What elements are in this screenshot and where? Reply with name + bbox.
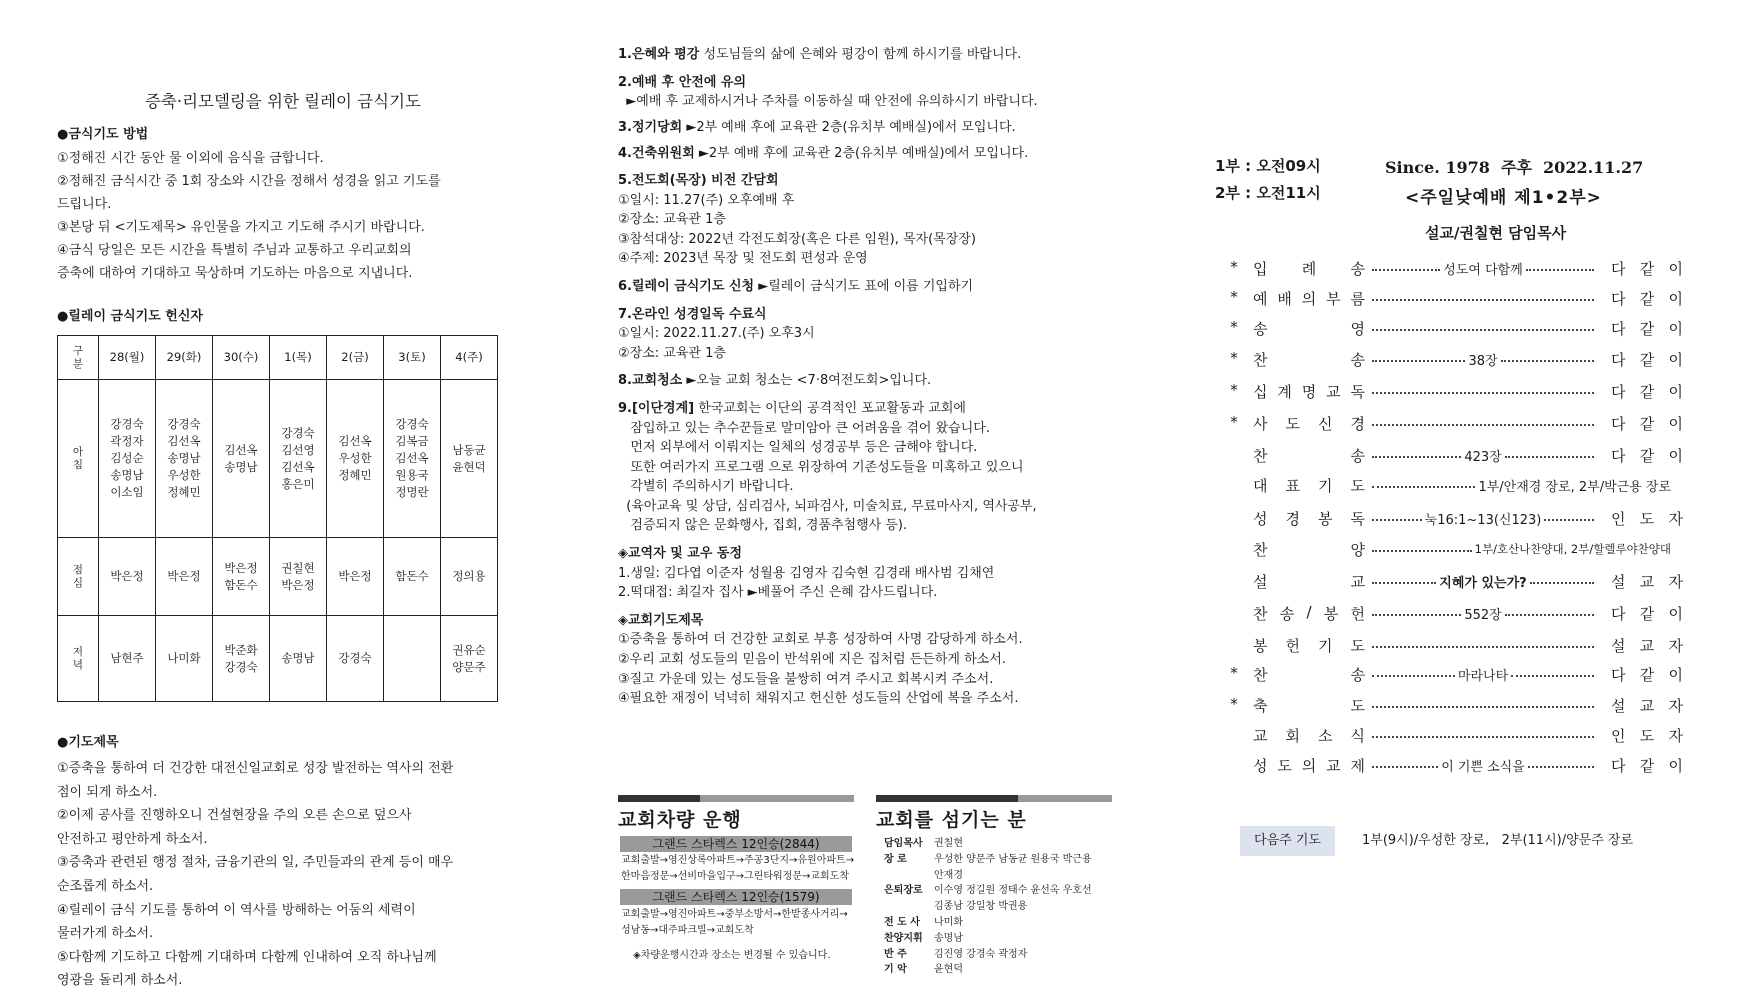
server-role: 은퇴장로 <box>884 885 923 897</box>
announcement-line <box>618 630 1038 650</box>
announcement-line <box>618 458 1038 478</box>
announcement-text: ②장소: 교육관 1층 <box>618 212 726 228</box>
server-names: 권칠현 <box>934 838 963 849</box>
announcement-text: 성도님들의 삶에 은혜와 평강이 함께 하시기를 바랍니다. <box>699 47 1022 62</box>
order-item-leader: 다 같 이 <box>1611 415 1683 433</box>
announcement-line <box>618 171 1038 191</box>
order-item-detail: 423장 <box>1464 449 1502 465</box>
announcement-head: 1.은혜와 평강 <box>618 47 700 62</box>
prayer-line: 안전하고 평안하게 하소서. <box>57 831 208 847</box>
vehicle-section-header <box>618 795 854 831</box>
order-item-leader: 설 교 자 <box>1611 637 1683 655</box>
next-week-label: 다음주 기도 <box>1240 826 1335 856</box>
servers-title: 교회를 섬기는 분 <box>876 809 1027 831</box>
announcement-text: 2.떡대접: 최길자 집사 ►베풀어 주신 은혜 감사드립니다. <box>618 585 938 601</box>
announcement-line <box>618 419 1038 439</box>
announcement-text: ►오늘 교회 청소는 <7·8여전도회>입니다. <box>682 373 932 389</box>
order-row <box>1227 632 1687 658</box>
order-item-name: 설 교 <box>1253 573 1365 591</box>
standing-mark: * <box>1230 288 1238 306</box>
table-cell: 나미화 <box>156 616 213 702</box>
day-header: 1(목) <box>270 336 327 380</box>
bus-2-label: 그랜드 스타렉스 12인승(1579) <box>620 889 852 905</box>
bus-1-label: 그랜드 스타렉스 12인승(2844) <box>620 836 852 852</box>
order-item-leader: 다 같 이 <box>1611 666 1683 684</box>
order-item-detail: 성도여 다함께 <box>1443 262 1523 278</box>
service-time-1: 1부 : 오전09시 <box>1215 157 1321 175</box>
day-header: 29(화) <box>156 336 213 380</box>
order-row <box>1227 661 1687 687</box>
table-cell: 강경숙 김선영 김선옥 홍은미 <box>270 380 327 538</box>
announcement-line <box>618 191 1038 211</box>
announcement-text: 먼저 외부에서 이뤄지는 일체의 성경공부 등은 금해야 합니다. <box>618 440 978 456</box>
announcement-line <box>618 477 1038 497</box>
day-header: 4(주) <box>441 336 498 380</box>
method-list <box>57 147 441 285</box>
prayer-line: ④릴레이 금식 기도를 통하여 이 역사를 방해하는 어둠의 세력이 <box>57 902 416 918</box>
table-cell: 함돈수 <box>384 538 441 616</box>
order-row <box>1227 410 1687 436</box>
announcement-line <box>618 611 1038 631</box>
prayer-list <box>57 757 453 993</box>
table-cell: 권칠현 박은정 <box>270 538 327 616</box>
announcement-line <box>618 497 1038 517</box>
announcement-head: 3.정기당회 <box>618 119 683 135</box>
announcement-text: ②장소: 교육관 1층 <box>618 345 726 361</box>
announcement-text: ①일시: 11.27(주) 오후예배 후 <box>618 192 795 208</box>
order-row <box>1227 505 1687 531</box>
table-corner: 구 분 <box>58 336 99 380</box>
announcement-text: ①증축을 통하여 더 건강한 교회로 부흥 성장하여 사명 감당하게 하소서. <box>618 632 1023 648</box>
announcement-text: 또한 여러가지 프로그램 으로 위장하여 기존성도들을 미혹하고 있으니 <box>618 459 1024 475</box>
order-item-detail: 마라나타 <box>1457 668 1509 684</box>
order-row <box>1227 536 1687 562</box>
order-item-leader: 설 교 자 <box>1611 573 1683 591</box>
day-header: 3(토) <box>384 336 441 380</box>
announcement-line <box>618 670 1038 690</box>
method-line: 드립니다. <box>57 197 112 212</box>
prayer-line: ⑤다함께 기도하고 다함께 기대하며 다함께 인내하여 오직 하나님께 <box>57 949 437 965</box>
server-names: 우성한 양문주 남동균 원용국 박근용 <box>934 853 1092 865</box>
row-label: 점 심 <box>58 538 99 616</box>
announcement-line <box>618 73 1038 93</box>
announcement-head: 7.온라인 성경일독 수료식 <box>618 306 767 322</box>
announcement-line <box>618 344 1038 364</box>
announcement-line <box>618 210 1038 230</box>
announcement-line <box>618 277 1038 297</box>
since-date-line: Since. 1978 주후 2022.11.27 <box>1385 158 1644 177</box>
method-heading: ●금식기도 방법 <box>57 127 149 142</box>
day-header: 30(수) <box>213 336 270 380</box>
prayer-line: ③증축과 관련된 행정 절차, 금융기관의 일, 주민들과의 관계 등이 매우 <box>57 855 454 871</box>
announcement-line <box>618 544 1038 564</box>
announcement-line <box>618 583 1038 603</box>
order-item-detail: 1부/안재경 장로, 2부/박근용 장로 <box>1478 479 1671 495</box>
order-item-leader: 다 같 이 <box>1611 757 1683 775</box>
announcement-text: ①일시: 2022.11.27.(주) 오후3시 <box>618 326 815 342</box>
order-item-name: 사 도 신 경 <box>1253 415 1365 433</box>
table-cell: 박은정 <box>327 538 384 616</box>
service-title: <주일낮예배 제1•2부> <box>1405 188 1602 208</box>
prayer-line: 영광을 돌리게 하소서. <box>57 973 183 989</box>
announcement-text: ④필요한 재정이 넉넉히 채워지고 헌신한 성도들의 산업에 복을 주소서. <box>618 691 1019 707</box>
announcement-line <box>618 438 1038 458</box>
preacher-line: 설교/권칠현 담임목사 <box>1425 224 1567 242</box>
day-header: 28(월) <box>99 336 156 380</box>
order-row <box>1227 600 1687 626</box>
announcement-text: 검증되지 않은 문화행사, 집회, 경품추첨행사 등). <box>618 518 908 534</box>
announcement-text: ②우리 교회 성도들의 믿음이 반석위에 지은 집처럼 든든하게 하소서. <box>618 652 1006 668</box>
method-line: ③본당 뒤 <기도제목> 유인물을 가지고 기도해 주시기 바랍니다. <box>57 220 425 235</box>
order-item-leader: 다 같 이 <box>1611 447 1683 465</box>
order-item-detail: 38장 <box>1468 353 1498 369</box>
announcement-text: (육아교육 및 상담, 심리검사, 뇌파검사, 미술치료, 무료마사지, 역사공부, <box>618 498 1037 514</box>
next-week-prayer: 1부(9시)/우성한 장로, 2부(11시)/양문주 장로 <box>1362 833 1634 848</box>
relay-table <box>57 335 498 702</box>
standing-mark: * <box>1230 318 1238 336</box>
order-item-name: 입 례 송 <box>1253 260 1365 278</box>
announcement-head: 4.건축위원회 <box>618 146 695 162</box>
table-cell: 김선옥 우성한 정혜민 <box>327 380 384 538</box>
server-role: 찬양지휘 <box>884 932 923 944</box>
table-cell: 박은정 <box>99 538 156 616</box>
relay-fasting-title: 증축·리모델링을 위한 릴레이 금식기도 <box>144 92 421 111</box>
announcement-head: ◈교역자 및 교우 동정 <box>618 546 743 562</box>
standing-mark: * <box>1230 258 1238 276</box>
server-role: 기 악 <box>884 964 907 976</box>
table-row <box>58 616 498 702</box>
order-item-name: 대 표 기 도 <box>1253 477 1365 495</box>
order-row <box>1227 472 1687 498</box>
order-item-leader: 다 같 이 <box>1611 260 1683 278</box>
announcement-line <box>618 118 1038 138</box>
order-item-name: 성 도 의 교 제 <box>1253 757 1365 775</box>
order-item-leader: 다 같 이 <box>1611 290 1683 308</box>
order-item-name: 교 회 소 식 <box>1253 727 1365 745</box>
table-cell: 강경숙 <box>327 616 384 702</box>
order-item-detail: 지혜가 있는가? <box>1439 575 1527 591</box>
prayer-line: 순조롭게 하소서. <box>57 878 154 894</box>
prayer-line: ①증축을 통하여 더 건강한 대전신일교회로 성장 발전하는 역사의 전환 <box>57 761 454 776</box>
order-item-leader: 다 같 이 <box>1611 383 1683 401</box>
order-item-detail: 1부/호산나찬양대, 2부/할렐루야찬양대 <box>1474 542 1671 556</box>
order-item-leader: 설 교 자 <box>1611 697 1683 715</box>
table-cell: 박준화 강경숙 <box>213 616 270 702</box>
order-item-detail: 552장 <box>1464 607 1502 623</box>
order-item-leader: 다 같 이 <box>1611 605 1683 623</box>
announcement-text: ③질고 가운데 있는 성도들을 불쌍히 여겨 주시고 회복시켜 주소서. <box>618 671 994 687</box>
table-cell: 권유순 양문주 <box>441 616 498 702</box>
order-row <box>1227 692 1687 718</box>
announcement-head: 6.릴레이 금식기도 신청 <box>618 278 755 294</box>
order-item-leader: 인 도 자 <box>1611 727 1683 745</box>
standing-mark: * <box>1230 664 1238 682</box>
server-role: 전 도 사 <box>884 916 920 928</box>
servers-section-header <box>876 795 1112 831</box>
order-item-name: 예 배 의 부 름 <box>1253 290 1365 308</box>
order-row <box>1227 568 1687 594</box>
method-line: 증축에 대하여 기대하고 묵상하며 기도하는 마음으로 지냅니다. <box>57 266 413 281</box>
table-cell: 박은정 <box>156 538 213 616</box>
announcement-text: ►예배 후 교제하시거나 주차를 이동하실 때 안전에 유의하시기 바랍니다. <box>618 94 1038 110</box>
order-row <box>1227 722 1687 748</box>
standing-mark: * <box>1230 695 1238 713</box>
announcement-line <box>618 45 1038 65</box>
relay-heading: ●릴레이 금식기도 헌신자 <box>57 309 203 324</box>
order-item-name: 송 영 <box>1253 320 1365 338</box>
route-1-line: 한마음정문→선비마을입구→그린타워정문→교회도착 <box>621 871 849 882</box>
order-row <box>1227 752 1687 778</box>
service-time-2: 2부 : 오전11시 <box>1215 184 1321 202</box>
announcement-text: ►2부 예배 후에 교육관 2층(유치부 예배실)에서 모입니다. <box>682 119 1016 135</box>
announcement-text: ►2부 예배 후에 교육관 2층(유치부 예배실)에서 모입니다. <box>694 146 1029 162</box>
server-names: 안재경 <box>934 869 963 881</box>
table-cell: 김선옥 송명남 <box>213 380 270 538</box>
order-item-leader: 인 도 자 <box>1611 510 1683 528</box>
table-cell: 정의용 <box>441 538 498 616</box>
prayer-heading: ●기도제목 <box>57 735 119 750</box>
announcement-text: 잠입하고 있는 추수꾼들로 말미암아 큰 어려움을 겪어 왔습니다. <box>618 420 990 436</box>
vehicle-note: ◈차량운행시간과 장소는 변경될 수 있습니다. <box>633 950 831 961</box>
prayer-line: 물러가게 하소서. <box>57 926 154 942</box>
order-item-detail: 눅16:1~13(신123) <box>1424 512 1542 528</box>
announcement-text: 한국교회는 이단의 공격적인 포교활동과 교회에 <box>694 400 966 416</box>
announcement-text: ④주제: 2023년 목장 및 전도회 편성과 운영 <box>618 251 868 267</box>
announcement-line <box>618 564 1038 584</box>
server-role: 반 주 <box>884 948 907 960</box>
announcement-head: 5.전도회(목장) 비전 간담회 <box>618 172 779 188</box>
announcement-line <box>618 230 1038 250</box>
method-line: ①정해진 시간 동안 물 이외에 음식을 금합니다. <box>57 151 324 166</box>
order-row <box>1227 346 1687 372</box>
order-item-name: 찬 송 <box>1253 447 1365 465</box>
order-item-name: 십 계 명 교 독 <box>1253 383 1365 401</box>
method-line: ②정해진 금식시간 중 1회 장소와 시간을 정해서 성경을 읽고 기도를 <box>57 174 441 189</box>
table-cell: 강경숙 김선옥 송명남 우성한 정혜민 <box>156 380 213 538</box>
announcement-text: 각별히 주의하시기 바랍니다. <box>618 479 794 495</box>
server-role: 장 로 <box>884 853 907 865</box>
route-2-line: 교회출발→영진아파트→중부소방서→한밭종사거리→ <box>621 909 848 920</box>
order-item-name: 성 경 봉 독 <box>1253 510 1365 528</box>
announcement-line <box>618 689 1038 709</box>
server-names: 김종남 강일창 박권용 <box>934 901 1028 913</box>
order-row <box>1227 442 1687 468</box>
order-item-leader: 다 같 이 <box>1611 320 1683 338</box>
prayer-line: ②이제 공사를 진행하오니 건설현장을 주의 오른 손으로 덮으사 <box>57 808 412 824</box>
server-names: 나미화 <box>934 916 963 928</box>
table-row <box>58 380 498 538</box>
announcement-line <box>618 249 1038 269</box>
vehicle-title: 교회차량 운행 <box>618 809 742 831</box>
method-line: ④금식 당일은 모든 시간을 특별히 주님과 교통하고 우리교회의 <box>57 243 412 258</box>
order-item-leader: 다 같 이 <box>1611 351 1683 369</box>
server-names: 김진영 강경숙 곽정자 <box>934 948 1028 960</box>
order-item-detail: 이 기쁜 소식을 <box>1441 759 1525 775</box>
server-names: 송명남 <box>934 932 963 944</box>
announcement-line <box>618 516 1038 536</box>
order-row <box>1227 285 1687 311</box>
order-item-name: 찬 송 <box>1253 666 1365 684</box>
table-cell: 송명남 <box>270 616 327 702</box>
route-2-line: 성남동→대주파크빌→교회도착 <box>621 925 754 936</box>
standing-mark: * <box>1230 413 1238 431</box>
server-role: 담임목사 <box>884 838 923 849</box>
announcement-head: 8.교회청소 <box>618 373 683 389</box>
route-1-line: 교회출발→영진상록아파트→주공3단지→유원아파트→ <box>621 855 855 866</box>
server-names: 이수영 정길원 정태수 윤선옥 우호선 <box>934 885 1092 897</box>
announcement-text: ③참석대상: 2022년 각전도회장(혹은 다른 임원), 목자(목장장) <box>618 231 976 247</box>
standing-mark: * <box>1230 381 1238 399</box>
announcements <box>618 45 1038 709</box>
order-item-name: 찬 송 <box>1253 351 1365 369</box>
table-cell: 남현주 <box>99 616 156 702</box>
announcement-line <box>618 399 1038 419</box>
order-item-name: 축 도 <box>1253 697 1365 715</box>
announcement-line <box>618 650 1038 670</box>
announcement-head: ◈교회기도제목 <box>618 612 704 628</box>
table-cell: 강경숙 김복금 김선옥 원용국 정명란 <box>384 380 441 538</box>
order-item-name: 찬 양 <box>1253 541 1365 559</box>
prayer-line: 점이 되게 하소서. <box>57 784 158 800</box>
row-label: 아 침 <box>58 380 99 538</box>
table-cell: 박은정 함돈수 <box>213 538 270 616</box>
announcement-text: ►릴레이 금식기도 표에 이름 기입하기 <box>754 278 974 294</box>
day-header: 2(금) <box>327 336 384 380</box>
announcement-line <box>618 305 1038 325</box>
announcement-line <box>618 324 1038 344</box>
order-row <box>1227 378 1687 404</box>
row-label: 저 녁 <box>58 616 99 702</box>
order-row <box>1227 315 1687 341</box>
order-row <box>1227 255 1687 281</box>
standing-mark: * <box>1230 349 1238 367</box>
table-row <box>58 538 498 616</box>
table-cell: 남동균 윤현덕 <box>441 380 498 538</box>
table-cell <box>384 616 441 702</box>
table-cell: 강경숙 곽정자 김성순 송명남 이소임 <box>99 380 156 538</box>
announcement-text: 1.생일: 김다엽 이준자 성월용 김영자 김숙현 김경래 배사범 김채연 <box>618 565 995 581</box>
announcement-line <box>618 144 1038 164</box>
order-item-name: 찬 송 / 봉 헌 <box>1253 603 1365 623</box>
server-names: 윤현덕 <box>934 964 963 976</box>
announcement-head: 9.[이단경계] <box>618 400 695 416</box>
order-item-name: 봉 헌 기 도 <box>1253 637 1365 655</box>
announcement-line <box>618 92 1038 112</box>
announcement-head: 2.예배 후 안전에 유의 <box>618 74 747 90</box>
announcement-line <box>618 371 1038 391</box>
